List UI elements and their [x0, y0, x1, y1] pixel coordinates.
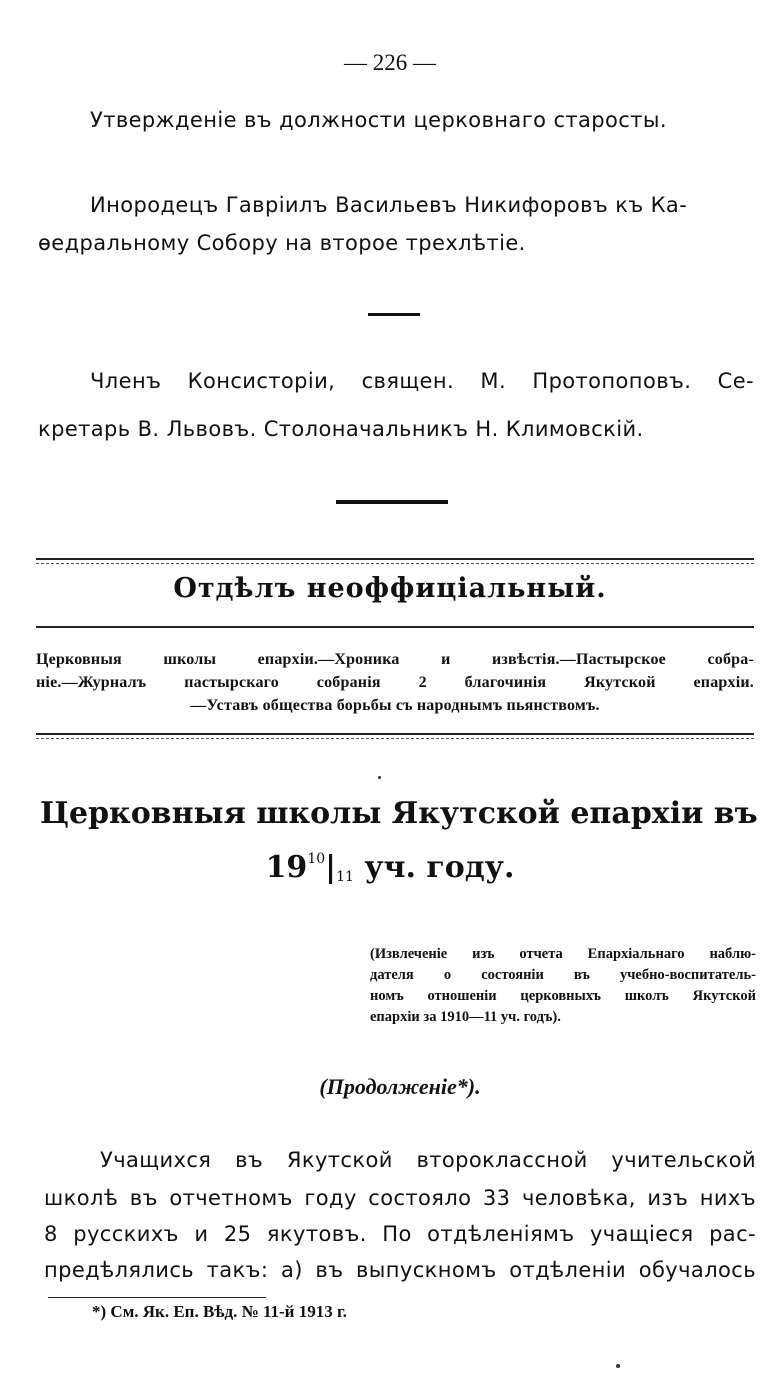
section-title: Отдѣлъ неоффиціальный.	[173, 573, 607, 604]
title-year-rest: уч. году.	[353, 850, 515, 885]
excerpt-line-2: дателя о состояніи въ учебно-воспитатель-	[370, 967, 756, 983]
article-title-line-1: Церковныя школы Якутской епархіи въ	[40, 796, 758, 831]
title-year-sup: 10	[307, 851, 326, 867]
confirmation-heading: Утвержденіе въ должности церковнаго старосты.	[90, 108, 667, 132]
end-of-official-rule	[336, 500, 448, 504]
contents-line-2: ніе.—Журналъ пастырскаго собранія 2 благочинія Якутской епархіи.	[36, 674, 754, 691]
section-contents	[36, 648, 754, 717]
continued-note: (Продолженіе*).	[319, 1074, 481, 1099]
title-year-sub: 11	[336, 869, 354, 885]
print-speck	[378, 776, 381, 779]
body-line-1: Учащихся въ Якутской второклассной учительской	[100, 1148, 756, 1172]
appointment-line-2: ѳедральному Собору на второе трехлѣтіе.	[38, 231, 526, 255]
article-title-line-2: $19^{10}|_{11}$ уч. году.	[265, 850, 515, 885]
body-line-3: 8 русскихъ и 25 якутовъ. По отдѣленіямъ учащіеся рас-	[44, 1222, 756, 1246]
section-bottom-rule	[36, 733, 754, 739]
section-top-rule	[36, 558, 754, 564]
appointment-line-1: Инородецъ Гавріилъ Васильевъ Никифоровъ къ Ка-	[90, 193, 688, 217]
signatures-line-2: кретарь В. Львовъ. Столоначальникъ Н. Климовскій.	[38, 417, 644, 441]
body-line-4: предѣлялись такъ: а) въ выпускномъ отдѣленіи обучалось	[44, 1258, 756, 1282]
excerpt-line-4: епархіи за 1910—11 уч. годъ).	[370, 1009, 561, 1025]
section-mid-rule	[36, 626, 754, 628]
body-line-2: школѣ въ отчетномъ году состояло 33 человѣка, изъ нихъ	[44, 1186, 756, 1210]
separator-rule	[368, 313, 420, 316]
title-year-main: 19	[265, 850, 308, 885]
article-excerpt-note	[370, 944, 756, 1028]
contents-line-1: Церковныя школы епархіи.—Хроника и извѣстія.—Пастырское собра-	[36, 651, 754, 668]
print-speck	[616, 1364, 620, 1368]
excerpt-line-1: (Извлеченіе изъ отчета Епархіальнаго наблю-	[370, 946, 756, 962]
footnote-rule	[48, 1297, 266, 1298]
signatures-line-1: Членъ Консисторіи, священ. М. Протопоповъ. Се-	[90, 369, 754, 393]
footnote: *) См. Як. Еп. Вѣд. № 11-й 1913 г.	[92, 1302, 348, 1321]
contents-line-3: —Уставъ общества борьбы съ народнымъ пьянствомъ.	[190, 697, 600, 714]
page-number: — 226 —	[344, 50, 436, 75]
excerpt-line-3: номъ отношеніи церковныхъ школъ Якутской	[370, 988, 756, 1004]
